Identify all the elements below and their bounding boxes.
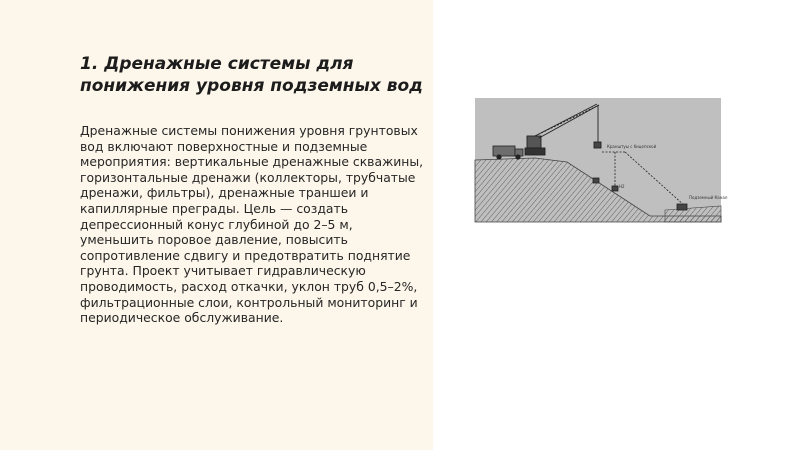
crane: [525, 104, 601, 155]
drainage-illustration-svg: [475, 98, 728, 222]
right-image-panel: [433, 0, 800, 450]
figure-label-top: Кранштуы с бицепской: [607, 144, 657, 149]
truck: [493, 146, 523, 159]
lower-ground: [665, 206, 721, 222]
slide-body-text: Дренажные системы понижения уровня грунтовых вод включают поверхностные и подземные мероприятия: вертикальные дренажные скважины, горизонтальные дренажи (коллекторы, трубчатые дренажи, фильтры), дренажные траншеи и капиллярные преграды. Цель — создать депрессионный конус глубиной до 2–5 м, уменьшить поровое давление, повысить сопротивление сдвигу и предотвратить поднятие грунта. Проект учитывает гидравлическую проводимость, расход откачки, уклон труб 0,5–2%, фильтрационные слои, контрольный мониторинг и периодическое обслуживание.: [80, 123, 424, 326]
figure-label-right: Подземный Канал: [689, 195, 728, 200]
figure-label-mid: Н2: [619, 184, 625, 189]
slide-title: 1. Дренажные системы для понижения уровня подземных вод: [80, 54, 423, 96]
drainage-illustration: [475, 98, 728, 222]
